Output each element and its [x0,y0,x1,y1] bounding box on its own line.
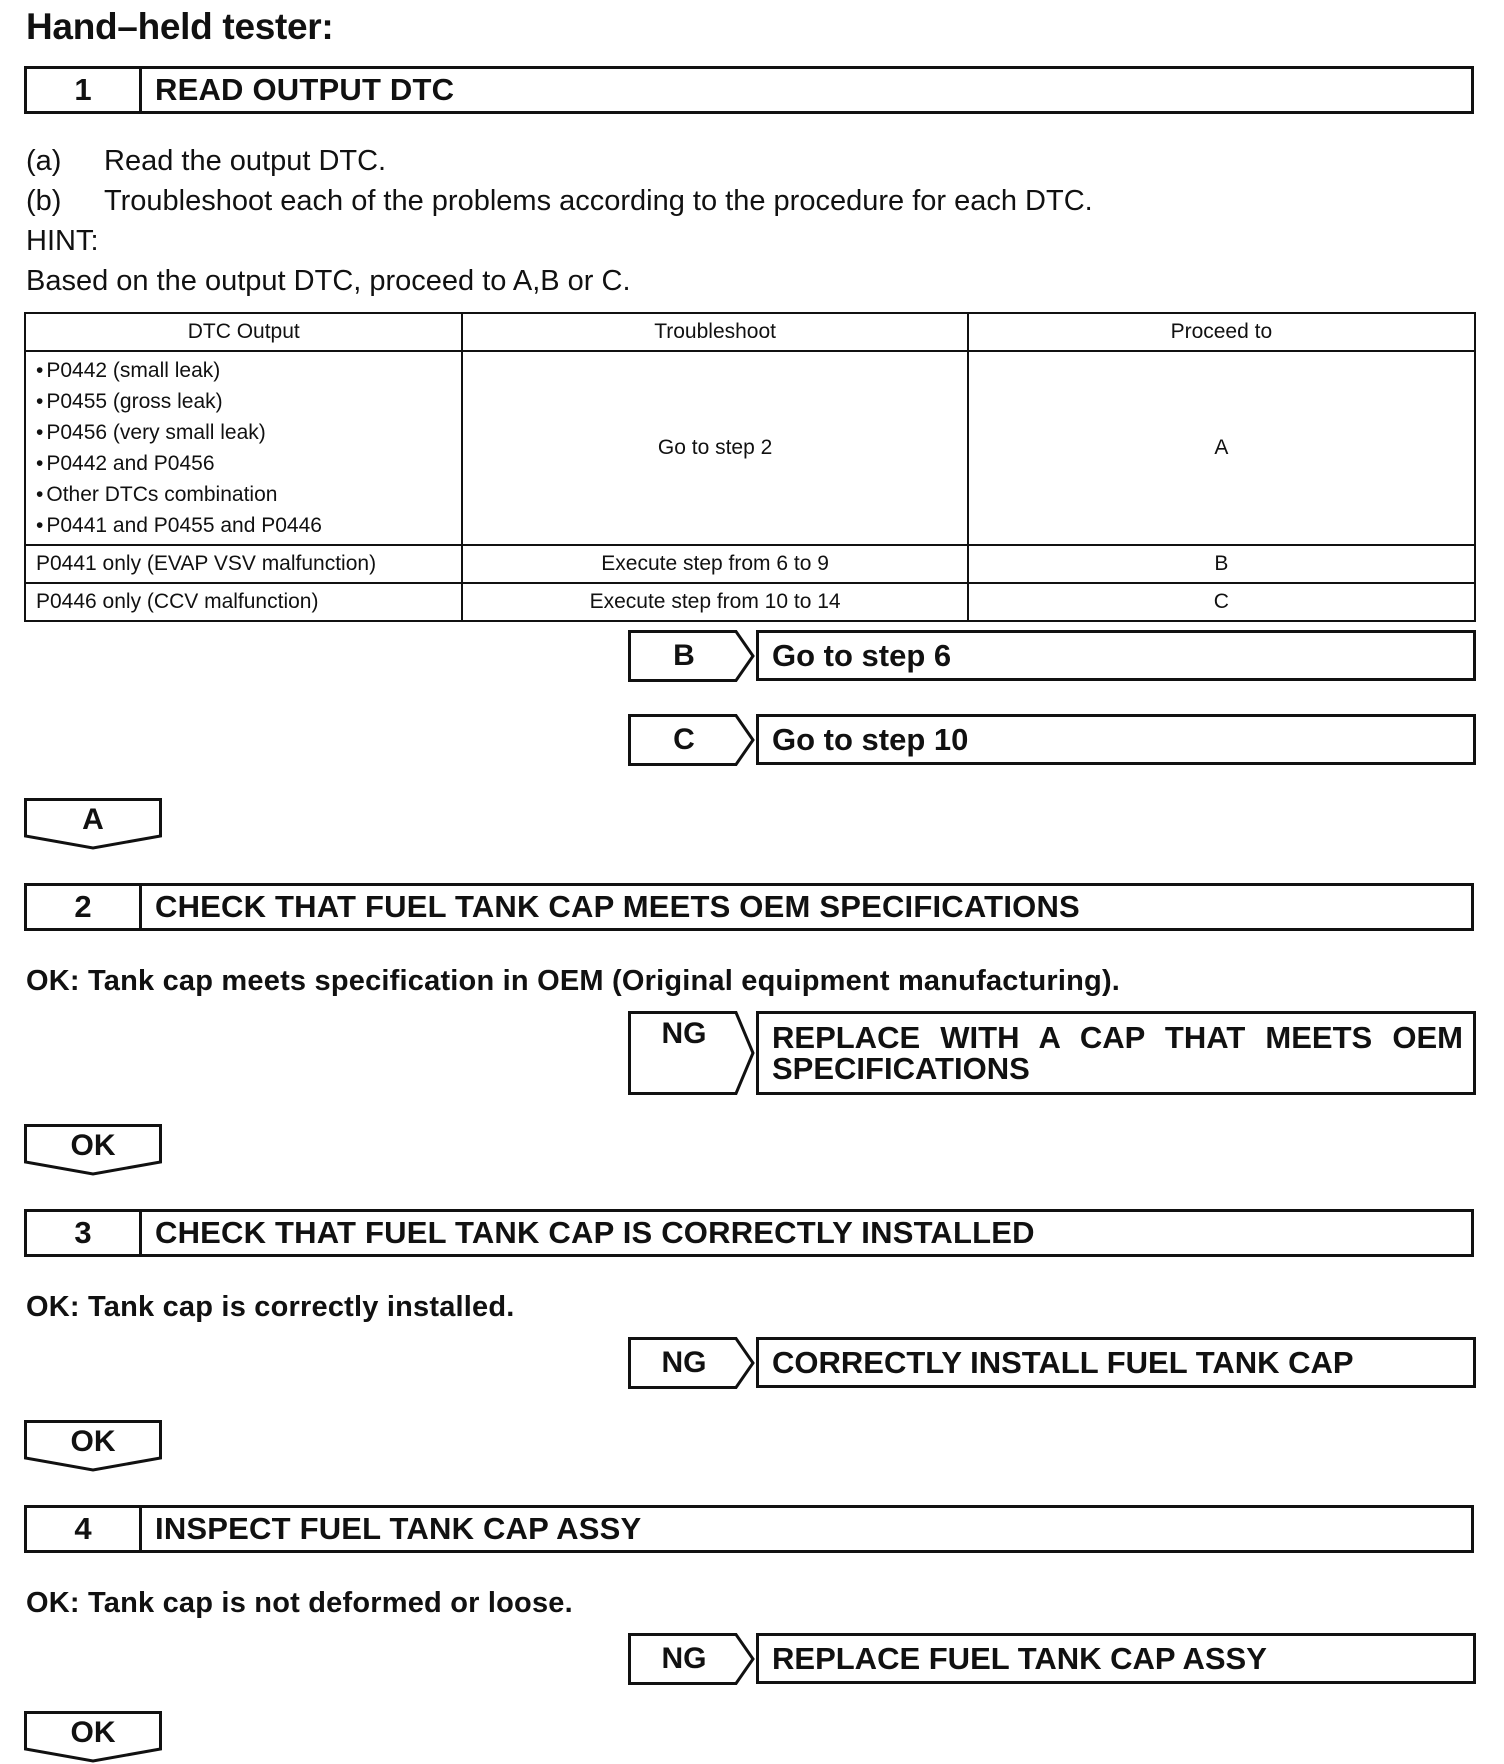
continue-tag-label: OK [70,1716,116,1749]
continue-ok-tag[interactable] [24,1420,162,1472]
ng-result: CORRECTLY INSTALL FUEL TANK CAP [756,1337,1476,1388]
step-3-header [24,1209,1474,1257]
ok-condition: OK: Tank cap is not deformed or loose. [26,1587,573,1619]
ok-condition: OK: Tank cap meets specification in OEM (Original equipment manufacturing). [26,965,1121,997]
list-item: • P0455 (gross leak) [36,390,223,413]
proceed-cell: A [968,351,1475,545]
hint-label: HINT: [26,225,99,257]
step-4-header [24,1505,1474,1553]
dtc-table [24,312,1476,622]
instruction-text: Troubleshoot each of the problems according to the procedure for each DTC. [104,185,1093,217]
step-title: CHECK THAT FUEL TANK CAP MEETS OEM SPECIFICATIONS [155,889,1080,924]
continue-ok-tag[interactable] [24,1711,162,1763]
ng-tag[interactable] [628,1633,756,1685]
troubleshoot-cell: Execute step from 6 to 9 [462,545,967,583]
instruction-label: (a) [26,145,62,177]
instruction-a [26,145,386,178]
ok-condition: OK: Tank cap is correctly installed. [26,1291,515,1323]
page-title: Hand–held tester: [26,6,334,47]
dtc-list-cell [25,351,462,545]
branch-c-result: Go to step 10 [756,714,1476,765]
dtc-cell: P0441 only (EVAP VSV malfunction) [25,545,462,583]
ng-tag[interactable] [628,1011,756,1095]
instruction-label: (b) [26,185,62,217]
instruction-text: Read the output DTC. [104,145,387,177]
ng-tag-label: NG [661,1017,707,1050]
ng-tag-label: NG [661,1346,707,1379]
hint-text: Based on the output DTC, proceed to A,B or C. [26,265,631,297]
column-header: Proceed to [968,313,1475,351]
continue-a-tag[interactable] [24,798,162,850]
continue-tag-label: OK [70,1425,116,1458]
continue-ok-tag[interactable] [24,1124,162,1176]
branch-tag-label: C [673,723,695,756]
list-item: • P0442 and P0456 [36,452,215,475]
step-number: 3 [27,1212,142,1254]
table-row [25,583,1475,621]
table-row [25,545,1475,583]
list-item: • P0442 (small leak) [36,359,221,382]
step-2-header [24,883,1474,931]
step-number: 2 [27,886,142,928]
instruction-b [26,185,1093,218]
proceed-cell: B [968,545,1475,583]
step-title: READ OUTPUT DTC [155,72,455,107]
continue-tag-label: OK [70,1129,116,1162]
list-item: • P0456 (very small leak) [36,421,266,444]
step-1-header [24,66,1474,114]
table-header-row [25,313,1475,351]
dtc-list [36,355,451,541]
branch-b-result: Go to step 6 [756,630,1476,681]
ng-result: REPLACE FUEL TANK CAP ASSY [756,1633,1476,1684]
list-item: • Other DTCs combination [36,483,278,506]
step-number: 4 [27,1508,142,1550]
step-title: CHECK THAT FUEL TANK CAP IS CORRECTLY INSTALLED [155,1215,1035,1250]
ng-result: REPLACE WITH A CAP THAT MEETS OEM SPECIFICATIONS [756,1011,1476,1095]
step-number: 1 [27,69,142,111]
step-title: INSPECT FUEL TANK CAP ASSY [155,1511,642,1546]
branch-b-tag[interactable] [628,630,756,682]
table-row [25,351,1475,545]
branch-c-tag[interactable] [628,714,756,766]
continue-tag-label: A [82,803,104,836]
troubleshoot-cell: Execute step from 10 to 14 [462,583,967,621]
troubleshoot-cell: Go to step 2 [462,351,967,545]
column-header: Troubleshoot [462,313,967,351]
list-item: • P0441 and P0455 and P0446 [36,514,322,537]
dtc-cell: P0446 only (CCV malfunction) [25,583,462,621]
column-header: DTC Output [25,313,462,351]
proceed-cell: C [968,583,1475,621]
branch-tag-label: B [673,639,695,672]
ng-tag-label: NG [661,1642,707,1675]
ng-tag[interactable] [628,1337,756,1389]
